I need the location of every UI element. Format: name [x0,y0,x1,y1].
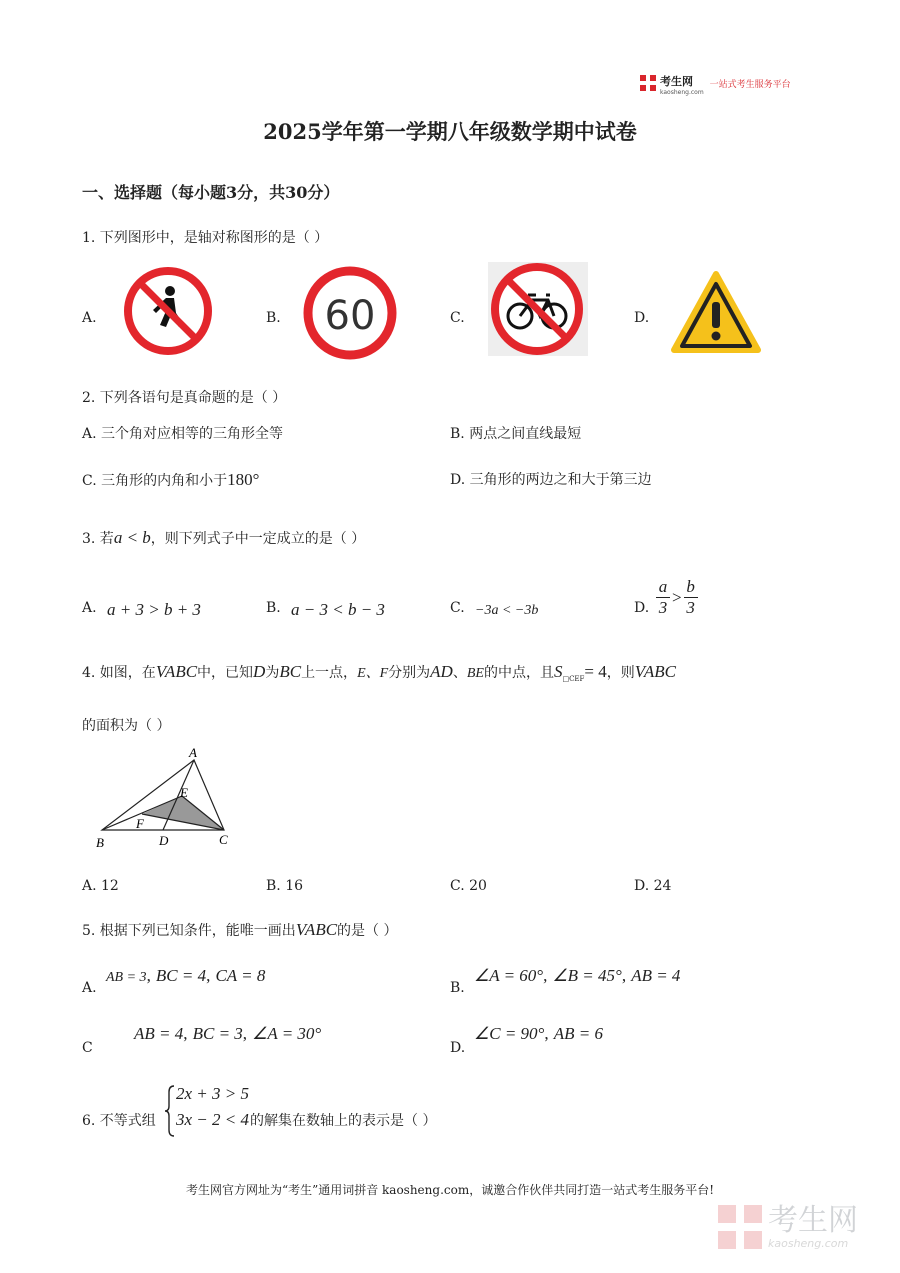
frac-denominator: 3 [658,598,668,617]
q2-option-d: D. 三角形的两边之和大于第三边 [450,472,652,488]
q2-option-b: B. 两点之间直线最短 [450,426,582,442]
q5-stem-prefix: 5. 根据下列已知条件，能唯一画出 [82,923,296,939]
q5-sep: , [543,966,548,985]
q5-option-d-label: D. [450,1040,466,1056]
q6-prefix: 6. 不等式组 [82,1113,156,1129]
q3-option-c-label: C. [450,600,465,616]
q5-condition: ∠A = 30° [252,1024,322,1043]
question-2-stem: 2. 下列各语句是真命题的是（ ） [82,390,287,406]
speed-limit-value: 60 [324,293,376,339]
q5-sep: , [621,966,627,985]
frac-denominator: 3 [686,598,695,617]
q1-option-a-label: A. [82,310,97,326]
q5-sep: , [242,1024,248,1043]
system-brace-icon [164,1084,176,1138]
label-a: A [189,745,197,760]
q2-option-a: A. 三个角对应相等的三角形全等 [82,426,284,442]
page-title: 2025学年第一学期八年级数学期中试卷 [263,119,637,144]
q4-text: 上一点， [301,665,358,681]
q5-condition: ∠B = 45° [552,966,622,985]
no-bicycle-sign-icon [488,262,588,356]
q6-inequality-2: 3x − 2 < 4 [176,1110,249,1129]
label-f: F [136,816,144,831]
q3-option-d-op: > [672,587,682,607]
q4-math: S [553,662,563,681]
q5-option-a-label: A. [82,980,97,996]
q5-condition: AB = 4 [134,1024,184,1043]
q5-option-c-label: C [82,1040,93,1056]
q4-math: BE [466,666,484,681]
triangle-figure [92,744,242,852]
warning-sign-icon [670,270,762,356]
q4-option-d: D. 24 [634,878,672,894]
question-3-stem [82,528,365,549]
label-c: C [219,832,228,847]
q6-inequality-1: 2x + 3 > 5 [176,1084,249,1103]
q5-condition: BC = 4 [155,966,207,985]
q4-option-c: C. 20 [450,878,487,894]
q3-option-b: a − 3 < b − 3 [291,600,385,619]
q4-math: VABC [155,662,198,681]
q5-stem-suffix: 的是（ ） [337,923,398,939]
q5-condition: BC = 3 [192,1024,243,1043]
q2-option-c-math: 180° [227,470,260,489]
watermark-domain: kaosheng.com [768,1236,849,1250]
q5-condition: AB = 4 [631,966,681,985]
q1-option-c-label: C. [450,310,465,326]
logo-domain: kaosheng.com [660,89,704,96]
label-e: E [180,785,188,800]
q3-option-b-label: B. [266,600,281,616]
watermark-name: 考生网 [768,1202,858,1238]
q3-option-a-label: A. [82,600,97,616]
q4-text: 的中点，且 [483,665,554,681]
header-logo [640,72,810,94]
frac-numerator: b [686,577,695,596]
q3-option-d [656,577,698,618]
question-5-stem [82,920,398,941]
q5-condition: AB = 3 [106,970,147,985]
q5-option-d [474,1024,603,1044]
label-d: D [159,833,169,848]
q5-option-b-label: B. [450,980,465,996]
logo-slogan: 一站式考生服务平台 [709,79,791,90]
q3-option-d-frac-a [656,577,670,618]
q3-option-c: −3a < −3b [475,603,539,618]
question-4-stem [82,662,676,689]
logo-name: 考生网 [660,75,693,88]
q3-option-d-frac-b [684,577,698,618]
q5-condition: CA = 8 [215,966,266,985]
q5-sep: , [544,1024,549,1043]
watermark-logo-icon [718,1205,762,1249]
section-heading: 一、选择题（每小题3分，共30分） [82,183,340,202]
kaosheng-logo-icon [640,75,656,91]
q5-condition: ∠C = 90° [474,1024,545,1043]
q4-text: 中，已知 [197,665,254,681]
q3-stem-prefix: 3. 若 [82,531,114,547]
speed-limit-60-sign-icon [302,265,398,361]
q5-stem-math: VABC [295,920,338,939]
q5-condition: AB = 6 [553,1024,603,1043]
label-b: B [96,835,104,850]
q3-option-d-label: D. [634,600,650,616]
q4-subscript: □CEF [562,674,585,683]
q4-text: 分别为 [388,665,431,681]
q4-math: D [253,662,266,681]
q4-math: AD [430,662,453,681]
footer-text: 考生网官方网址为“考生”通用词拼音 kaosheng.com，诚邀合作伙伴共同打造一站式考生服务平台! [185,1183,715,1197]
q5-sep: , [183,1024,188,1043]
q4-text: 为 [265,665,280,681]
q2-option-c-text: C. 三角形的内角和小于 [82,473,228,489]
q4-option-a: A. 12 [82,878,119,894]
q4-math: VABC [634,662,676,681]
q5-sep: , [206,966,211,985]
q1-option-d-label: D. [634,310,650,326]
q4-text: 、 [452,665,467,681]
q2-option-c [82,470,259,491]
q3-stem-suffix: ，则下列式子中一定成立的是（ ） [150,531,366,547]
watermark [718,1198,888,1256]
q4-text: ，则 [606,665,635,681]
q4-stem-line2: 的面积为（ ） [82,718,171,734]
q4-option-b: B. 16 [266,878,304,894]
no-pedestrian-sign-icon [122,265,214,357]
question-1-stem: 1. 下列图形中，是轴对称图形的是（ ） [82,230,329,246]
q5-option-a [106,966,265,986]
q5-condition: ∠A = 60° [474,966,544,985]
q6-suffix: 的解集在数轴上的表示是（ ） [250,1113,437,1129]
q4-text: 4. 如图，在 [82,665,156,681]
q5-sep: , [146,966,151,985]
frac-numerator: a [658,577,668,596]
q3-option-a: a + 3 > b + 3 [107,600,201,619]
q3-stem-math: a < b [113,528,151,547]
q4-math: = 4 [584,662,607,681]
q5-option-c [134,1024,321,1044]
q4-math: E、F [357,666,389,681]
q4-math: BC [279,662,302,681]
q5-option-b [474,966,680,986]
q1-option-b-label: B. [266,310,281,326]
